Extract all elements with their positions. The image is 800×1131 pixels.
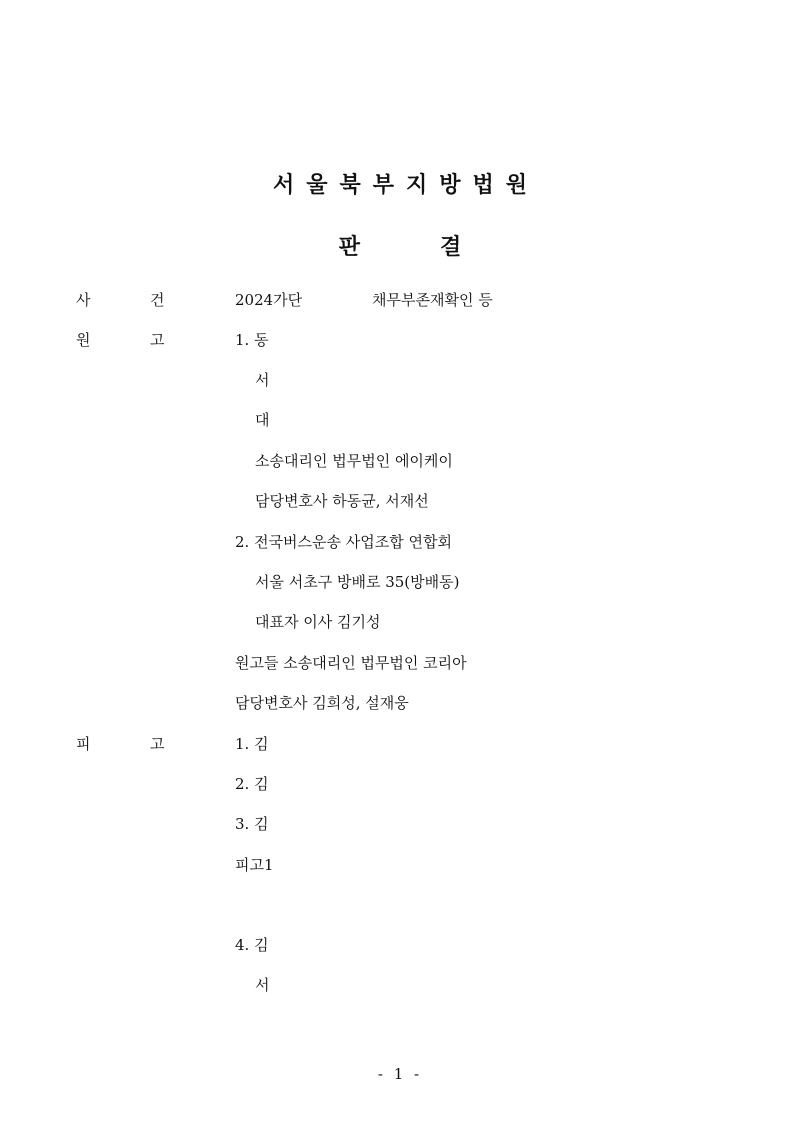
plaintiff-label-1: 원 [76,331,91,349]
plaintiff-1-counsel: 소송대리인 법무법인 에이케이 [255,452,453,470]
plaintiff-2-representative: 대표자 이사 김기성 [255,613,381,631]
case-name: 채무부존재확인 등 [372,291,493,309]
defendant-3: 3. 김 [235,815,269,833]
plaintiff-1-representative: 대 [255,411,270,429]
defendant-2: 2. 김 [235,775,269,793]
defendant-note: 피고1 [235,856,274,874]
plaintiff-label-2: 고 [150,331,165,349]
court-name: 서울북부지방법원 [272,173,540,198]
document-title: 판결 [338,235,542,260]
plaintiff-1-name: 1. 동 [235,331,269,349]
plaintiff-1-address: 서 [255,371,270,389]
page-number: - 1 - [377,1065,423,1083]
case-number: 2024가단 [235,291,303,309]
defendant-4-address: 서 [255,976,270,994]
defendant-1: 1. 김 [235,735,269,753]
defendant-label-1: 피 [76,735,91,753]
plaintiff-2-name: 2. 전국버스운송 사업조합 연합회 [235,533,452,551]
case-label-2: 건 [150,291,165,309]
plaintiff-2-address: 서울 서초구 방배로 35(방배동) [255,573,460,591]
plaintiff-1-attorneys: 담당변호사 하동균, 서재선 [255,492,429,510]
plaintiffs-joint-attorneys: 담당변호사 김희성, 설재웅 [235,694,409,712]
defendant-4: 4. 김 [235,936,269,954]
defendant-label-2: 고 [150,735,165,753]
plaintiffs-joint-counsel: 원고들 소송대리인 법무법인 코리아 [235,654,467,672]
case-label-1: 사 [76,291,91,309]
